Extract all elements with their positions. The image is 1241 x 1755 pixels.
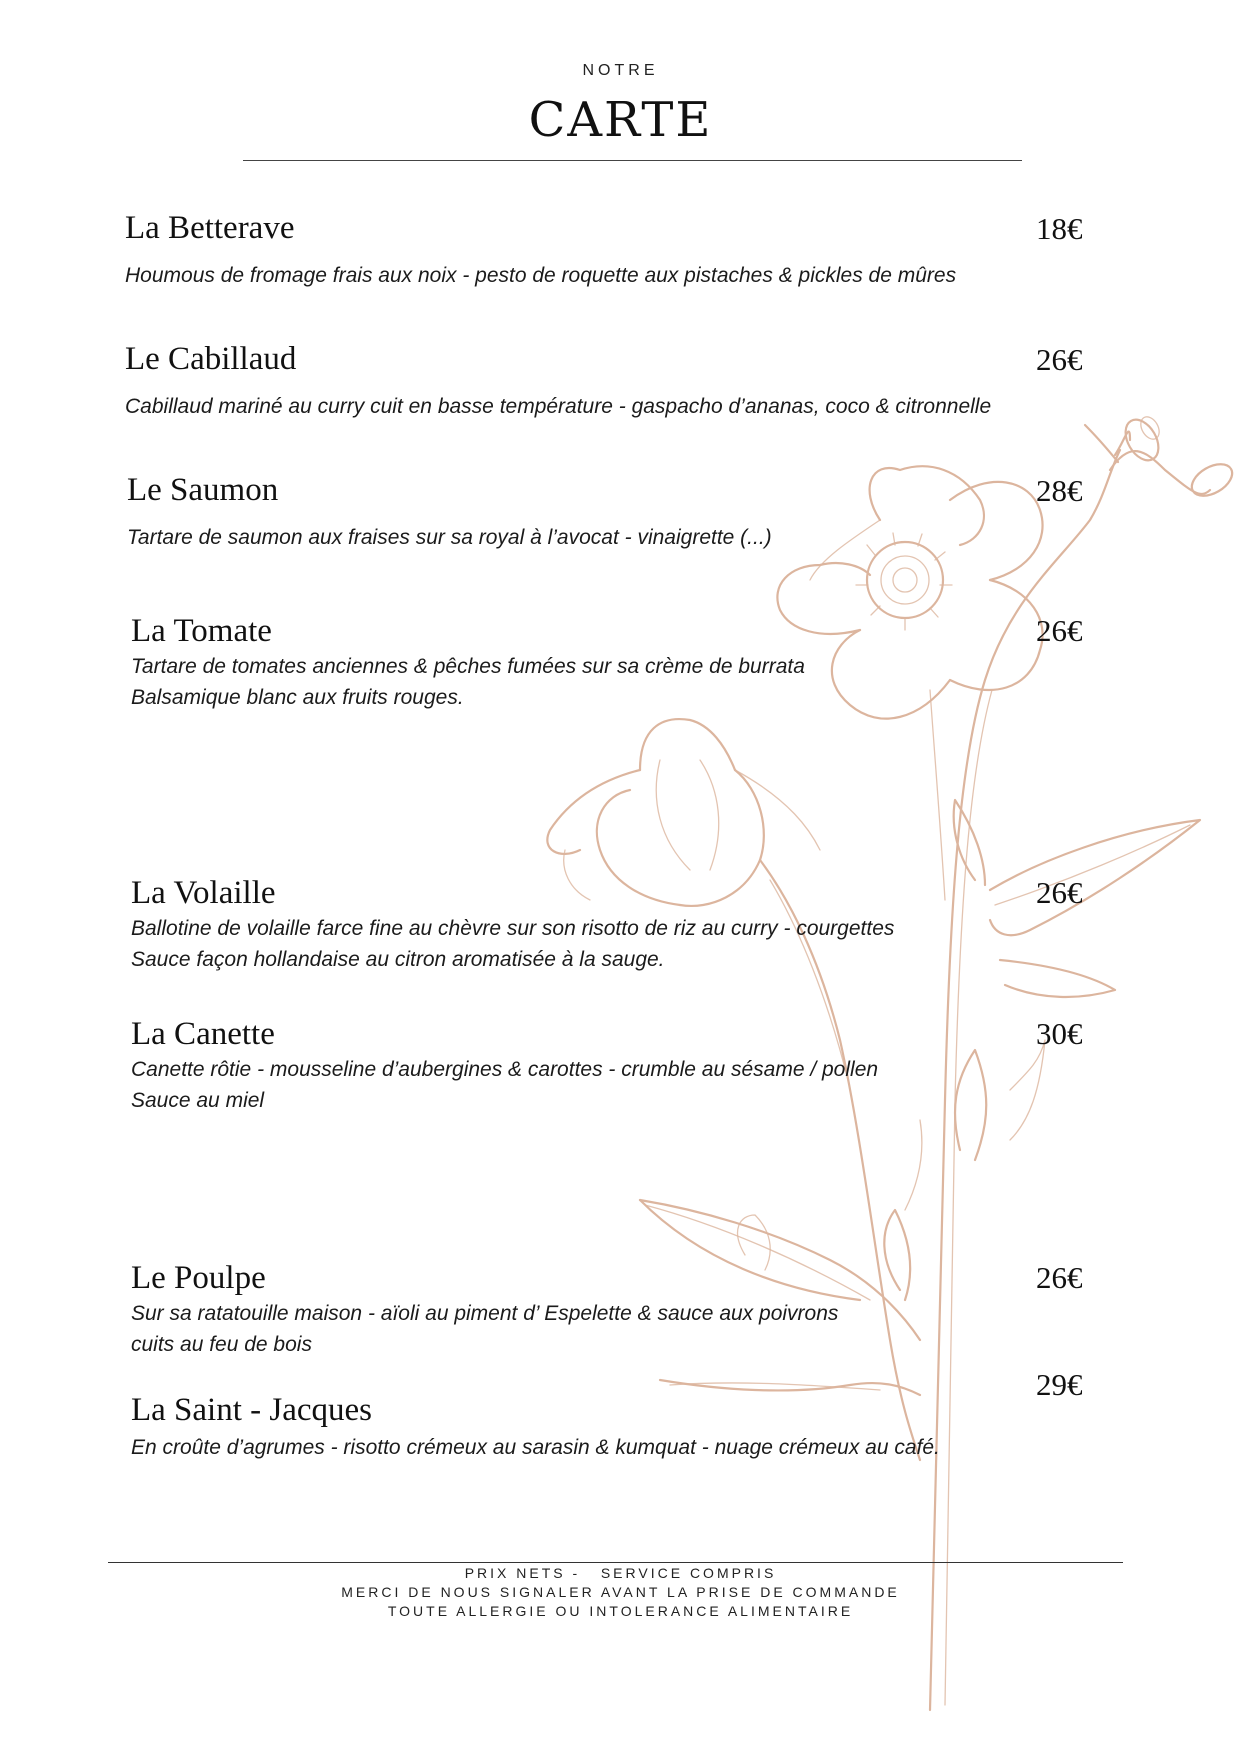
footer-divider xyxy=(108,1562,1123,1563)
item-name: Le Cabillaud xyxy=(125,341,297,377)
item-description: Balsamique blanc aux fruits rouges. xyxy=(131,686,464,709)
item-description: En croûte d’agrumes - risotto crémeux au sarasin & kumquat - nuage crémeux au café. xyxy=(131,1436,940,1459)
menu-item xyxy=(131,873,894,975)
menu-item xyxy=(125,339,991,422)
item-name: Le Saumon xyxy=(127,472,279,508)
menu-item xyxy=(131,611,805,713)
footer-line: MERCI DE NOUS SIGNALER AVANT LA PRISE DE COMMANDE xyxy=(341,1584,900,1600)
item-price: 29€ xyxy=(1036,1367,1083,1402)
item-name: Le Poulpe xyxy=(131,1260,266,1296)
item-description: cuits au feu de bois xyxy=(131,1333,312,1356)
item-name: La Canette xyxy=(131,1016,275,1052)
item-price: 26€ xyxy=(1036,875,1083,910)
menu-item xyxy=(131,1014,878,1116)
footer-line: TOUTE ALLERGIE OU INTOLERANCE ALIMENTAIRE xyxy=(387,1603,854,1619)
item-name: La Saint - Jacques xyxy=(131,1392,373,1428)
item-name: La Betterave xyxy=(125,210,295,246)
item-price: 30€ xyxy=(1036,1016,1083,1051)
item-price: 28€ xyxy=(1036,473,1083,508)
menu-item xyxy=(131,1390,940,1463)
item-name: La Volaille xyxy=(131,875,276,911)
header-divider xyxy=(243,160,1022,161)
item-name: La Tomate xyxy=(131,613,272,649)
item-description: Sauce au miel xyxy=(131,1089,265,1112)
menu-item xyxy=(131,1258,838,1360)
item-description: Sur sa ratatouille maison - aïoli au piment d’ Espelette & sauce aux poivrons xyxy=(131,1302,839,1325)
footer-notice xyxy=(0,1564,1241,1621)
item-description: Tartare de saumon aux fraises sur sa royal à l’avocat - vinaigrette (...) xyxy=(127,526,772,549)
item-price: 26€ xyxy=(1036,1260,1083,1295)
item-price: 26€ xyxy=(1036,342,1083,377)
item-description: Sauce façon hollandaise au citron aromatisée à la sauge. xyxy=(131,948,665,971)
menu-kicker: NOTRE xyxy=(582,62,659,79)
item-description: Canette rôtie - mousseline d’aubergines & carottes - crumble au sésame / pollen xyxy=(131,1058,879,1081)
footer-line: PRIX NETS - SERVICE COMPRIS xyxy=(464,1565,777,1581)
item-description: Houmous de fromage frais aux noix - pesto de roquette aux pistaches & pickles de mûres xyxy=(125,264,957,287)
item-description: Tartare de tomates anciennes & pêches fumées sur sa crème de burrata xyxy=(131,655,805,678)
menu-item xyxy=(125,208,956,291)
item-description: Ballotine de volaille farce fine au chèvre sur son risotto de riz au curry - courgettes xyxy=(131,917,895,940)
item-description: Cabillaud mariné au curry cuit en basse température - gaspacho d’ananas, coco & citronnelle xyxy=(125,395,992,418)
item-price: 18€ xyxy=(1036,211,1083,246)
item-price: 26€ xyxy=(1036,613,1083,648)
menu-title: CARTE xyxy=(528,92,713,148)
menu-item xyxy=(127,470,772,553)
